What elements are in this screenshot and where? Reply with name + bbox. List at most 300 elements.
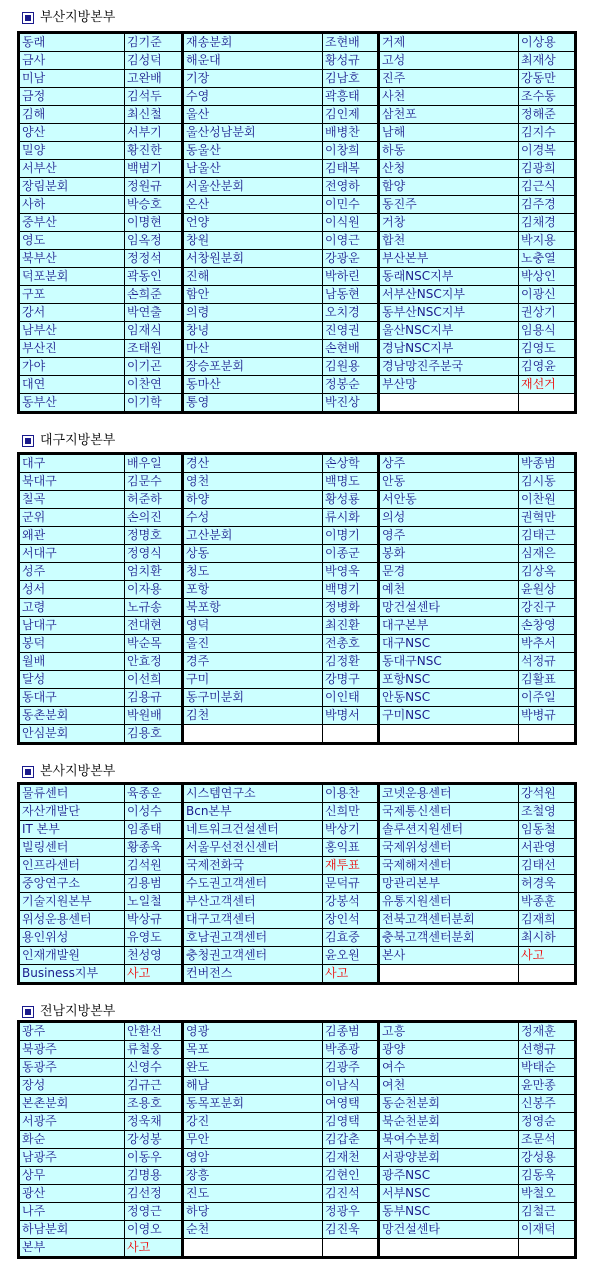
table-row	[19, 581, 576, 599]
branch-name-cell: 무안	[183, 1131, 323, 1149]
table-row	[19, 893, 576, 911]
branch-name-cell: 남해	[379, 124, 519, 142]
branch-name-cell: 창원	[183, 232, 323, 250]
representative-cell: 이상용	[519, 33, 576, 52]
table-row	[19, 875, 576, 893]
branch-name-cell: 수도권고객센터	[183, 875, 323, 893]
representative-cell: 김태복	[323, 160, 379, 178]
section-title-text: 부산지방본부	[40, 10, 116, 25]
branch-name-cell: 진주	[379, 70, 519, 88]
branch-name-cell: 동부NSC	[379, 1203, 519, 1221]
representative-cell: 문덕규	[323, 875, 379, 893]
representative-cell: 이선희	[125, 671, 183, 689]
representative-cell: 김태선	[519, 857, 576, 875]
branch-name-cell: 용인위성	[19, 929, 125, 947]
representative-cell: 정정석	[125, 250, 183, 268]
branch-name-cell	[379, 1239, 519, 1258]
branch-name-cell: 산청	[379, 160, 519, 178]
table-row	[19, 563, 576, 581]
representative-cell: 신봉주	[519, 1095, 576, 1113]
table-row	[19, 340, 576, 358]
representative-cell: 이재덕	[519, 1221, 576, 1239]
representative-cell: 권혁만	[519, 509, 576, 527]
branch-name-cell: 광양	[379, 1041, 519, 1059]
table-row	[19, 454, 576, 473]
representative-cell: 이식원	[323, 214, 379, 232]
representative-cell: 임용식	[519, 322, 576, 340]
branch-name-cell: 호남권고객센터	[183, 929, 323, 947]
representative-cell: 고완배	[125, 70, 183, 88]
branch-name-cell: IT 본부	[19, 821, 125, 839]
representative-cell: 황종욱	[125, 839, 183, 857]
representative-cell: 정병화	[323, 599, 379, 617]
table-row	[19, 142, 576, 160]
branch-name-cell: 하남분회	[19, 1221, 125, 1239]
representative-cell: 박추서	[519, 635, 576, 653]
branch-name-cell: 영덕	[183, 617, 323, 635]
branch-name-cell: 광산	[19, 1185, 125, 1203]
representative-cell: 조철영	[519, 803, 576, 821]
representative-cell: 김용범	[125, 875, 183, 893]
representative-cell: 김석두	[125, 88, 183, 106]
table-row	[19, 527, 576, 545]
representative-cell: 강봉석	[323, 893, 379, 911]
branch-name-cell: 합천	[379, 232, 519, 250]
table-row	[19, 196, 576, 214]
branch-name-cell: 동대구NSC	[379, 653, 519, 671]
branch-name-cell: 북순천분회	[379, 1113, 519, 1131]
table-row	[19, 250, 576, 268]
branch-name-cell: 거제	[379, 33, 519, 52]
table-row	[19, 784, 576, 803]
branch-name-cell: 강서	[19, 304, 125, 322]
representative-cell: 박병규	[519, 707, 576, 725]
representative-cell: 김석원	[125, 857, 183, 875]
branch-name-cell: 컨버전스	[183, 965, 323, 984]
representative-cell: 정재훈	[519, 1022, 576, 1041]
branch-name-cell: 언양	[183, 214, 323, 232]
representative-cell: 이인태	[323, 689, 379, 707]
branch-name-cell: 강진	[183, 1113, 323, 1131]
representative-cell: 임종태	[125, 821, 183, 839]
branch-name-cell	[379, 394, 519, 413]
table-row	[19, 1131, 576, 1149]
representative-cell: 조수동	[519, 88, 576, 106]
branch-name-cell: Business지부	[19, 965, 125, 984]
representative-cell: 최재상	[519, 52, 576, 70]
representative-cell: 신희만	[323, 803, 379, 821]
representative-cell: 손상학	[323, 454, 379, 473]
representative-cell: 전총호	[323, 635, 379, 653]
branch-name-cell: 충청권고객센터	[183, 947, 323, 965]
representative-cell: 박명서	[323, 707, 379, 725]
table-row	[19, 725, 576, 744]
representative-cell: 곽흥태	[323, 88, 379, 106]
table-row	[19, 491, 576, 509]
branch-name-cell: 월배	[19, 653, 125, 671]
table-row	[19, 106, 576, 124]
branch-name-cell: 북여수분회	[379, 1131, 519, 1149]
representative-cell: 류시화	[323, 509, 379, 527]
representative-cell: 이용찬	[323, 784, 379, 803]
representative-cell: 석정규	[519, 653, 576, 671]
representative-cell: 박진상	[323, 394, 379, 413]
representative-cell: 백범기	[125, 160, 183, 178]
representative-cell: 김효중	[323, 929, 379, 947]
representative-cell: 강광운	[323, 250, 379, 268]
branch-name-cell: 고산분회	[183, 527, 323, 545]
branch-name-cell: 대구NSC	[379, 635, 519, 653]
representative-cell: 유영도	[125, 929, 183, 947]
branch-name-cell: 북대구	[19, 473, 125, 491]
table-row	[19, 358, 576, 376]
square-bullet-icon	[22, 435, 34, 447]
table-row	[19, 803, 576, 821]
representative-cell: 여영택	[323, 1095, 379, 1113]
representative-cell: 곽동인	[125, 268, 183, 286]
table-row	[19, 214, 576, 232]
branch-name-cell: 국제위성센터	[379, 839, 519, 857]
representative-cell: 김동욱	[519, 1167, 576, 1185]
representative-cell: 허준하	[125, 491, 183, 509]
branch-name-cell: 경주	[183, 653, 323, 671]
table-row	[19, 160, 576, 178]
branch-name-cell: 하양	[183, 491, 323, 509]
branch-name-cell: 충북고객센터분회	[379, 929, 519, 947]
branch-name-cell: 밀양	[19, 142, 125, 160]
table-row	[19, 1221, 576, 1239]
branch-name-cell: 북부산	[19, 250, 125, 268]
branch-name-cell: 양산	[19, 124, 125, 142]
representative-cell: 이경복	[519, 142, 576, 160]
representative-cell: 김갑춘	[323, 1131, 379, 1149]
representative-cell: 박태순	[519, 1059, 576, 1077]
section-title	[22, 1003, 115, 1021]
representative-cell: 조태원	[125, 340, 183, 358]
representative-cell: 박종광	[323, 1041, 379, 1059]
branch-name-cell: 서광주	[19, 1113, 125, 1131]
table-row	[19, 1203, 576, 1221]
representative-cell: 박지용	[519, 232, 576, 250]
branch-name-cell: 포항NSC	[379, 671, 519, 689]
representative-cell: 심재은	[519, 545, 576, 563]
branch-name-cell: 순천	[183, 1221, 323, 1239]
branch-name-cell: 고흥	[379, 1022, 519, 1041]
branch-name-cell: 남부산	[19, 322, 125, 340]
branch-name-cell: 울산	[183, 106, 323, 124]
representative-cell: 정명호	[125, 527, 183, 545]
representative-cell: 안효정	[125, 653, 183, 671]
branch-name-cell: 인프라센터	[19, 857, 125, 875]
table-row	[19, 545, 576, 563]
representative-cell: 이동우	[125, 1149, 183, 1167]
branch-name-cell: 구미	[183, 671, 323, 689]
branch-name-cell: 봉덕	[19, 635, 125, 653]
branch-name-cell: 거창	[379, 214, 519, 232]
representative-cell: 재투표	[323, 857, 379, 875]
branch-name-cell: Bcn본부	[183, 803, 323, 821]
representative-cell: 김종범	[323, 1022, 379, 1041]
representative-cell: 정광우	[323, 1203, 379, 1221]
table-row	[19, 304, 576, 322]
branch-name-cell: 성서	[19, 581, 125, 599]
branch-name-cell: 북포항	[183, 599, 323, 617]
representative-cell: 임재식	[125, 322, 183, 340]
branch-name-cell: 덕포분회	[19, 268, 125, 286]
representative-cell: 윤원상	[519, 581, 576, 599]
representative-cell: 박원배	[125, 707, 183, 725]
table-row	[19, 857, 576, 875]
representative-cell: 허경욱	[519, 875, 576, 893]
representative-cell: 손의진	[125, 509, 183, 527]
branch-name-cell: 동구미분회	[183, 689, 323, 707]
representative-cell: 천성영	[125, 947, 183, 965]
branch-name-cell: 울산NSC지부	[379, 322, 519, 340]
table-row	[19, 268, 576, 286]
branch-name-cell: 남광주	[19, 1149, 125, 1167]
representative-cell: 김용규	[125, 689, 183, 707]
branch-name-cell: 해남	[183, 1077, 323, 1095]
representative-cell: 이영근	[323, 232, 379, 250]
branch-name-cell: 김천	[183, 707, 323, 725]
branch-name-cell: 여천	[379, 1077, 519, 1095]
roster-table	[17, 31, 577, 414]
branch-name-cell: 진해	[183, 268, 323, 286]
branch-name-cell: 물류센터	[19, 784, 125, 803]
branch-name-cell: 완도	[183, 1059, 323, 1077]
branch-name-cell: 고성	[379, 52, 519, 70]
table-row	[19, 1113, 576, 1131]
representative-cell: 김광희	[519, 160, 576, 178]
representative-cell: 김인제	[323, 106, 379, 124]
representative-cell: 김시동	[519, 473, 576, 491]
representative-cell: 진영권	[323, 322, 379, 340]
section-title-text: 전남지방본부	[40, 1004, 116, 1019]
branch-name-cell: 창녕	[183, 322, 323, 340]
branch-name-cell	[379, 725, 519, 744]
branch-name-cell: 광주	[19, 1022, 125, 1041]
branch-name-cell: 동광주	[19, 1059, 125, 1077]
branch-name-cell: 네트워크건설센터	[183, 821, 323, 839]
table-row	[19, 52, 576, 70]
representative-cell	[519, 965, 576, 984]
branch-name-cell: 수성	[183, 509, 323, 527]
representative-cell: 최시하	[519, 929, 576, 947]
branch-name-cell: 금정	[19, 88, 125, 106]
branch-name-cell: 통영	[183, 394, 323, 413]
representative-cell: 김영택	[323, 1113, 379, 1131]
representative-cell: 박승호	[125, 196, 183, 214]
representative-cell: 김성덕	[125, 52, 183, 70]
representative-cell: 김기준	[125, 33, 183, 52]
branch-name-cell: 동마산	[183, 376, 323, 394]
branch-name-cell: 망건설센타	[379, 1221, 519, 1239]
branch-name-cell: 칠곡	[19, 491, 125, 509]
branch-name-cell: 서부산NSC지부	[379, 286, 519, 304]
table-row	[19, 821, 576, 839]
branch-name-cell: 서부NSC	[379, 1185, 519, 1203]
branch-name-cell: 문경	[379, 563, 519, 581]
branch-name-cell: 영주	[379, 527, 519, 545]
branch-name-cell: 동울산	[183, 142, 323, 160]
branch-name-cell: 본촌분회	[19, 1095, 125, 1113]
branch-name-cell	[183, 725, 323, 744]
branch-name-cell: 사천	[379, 88, 519, 106]
branch-name-cell: 안동NSC	[379, 689, 519, 707]
branch-name-cell: 본사	[379, 947, 519, 965]
branch-name-cell: 함양	[379, 178, 519, 196]
branch-name-cell: 자산개발단	[19, 803, 125, 821]
branch-name-cell: 국제해저센터	[379, 857, 519, 875]
representative-cell: 홍익표	[323, 839, 379, 857]
branch-name-cell: 동래NSC지부	[379, 268, 519, 286]
representative-cell: 김진욱	[323, 1221, 379, 1239]
branch-name-cell: 동진주	[379, 196, 519, 214]
representative-cell: 박철오	[519, 1185, 576, 1203]
branch-name-cell: 대연	[19, 376, 125, 394]
representative-cell: 이남식	[323, 1077, 379, 1095]
branch-name-cell: 코넷운용센터	[379, 784, 519, 803]
table-row	[19, 911, 576, 929]
branch-name-cell: 구포	[19, 286, 125, 304]
branch-name-cell: 대구	[19, 454, 125, 473]
branch-name-cell	[183, 1239, 323, 1258]
representative-cell: 권상기	[519, 304, 576, 322]
representative-cell: 김남호	[323, 70, 379, 88]
representative-cell: 김문수	[125, 473, 183, 491]
branch-name-cell: 동순천분회	[379, 1095, 519, 1113]
roster-table	[17, 1020, 577, 1259]
roster-table	[17, 452, 577, 745]
branch-name-cell: 의성	[379, 509, 519, 527]
branch-name-cell: 영암	[183, 1149, 323, 1167]
table-row	[19, 232, 576, 250]
representative-cell: 임동철	[519, 821, 576, 839]
table-row	[19, 88, 576, 106]
branch-name-cell: 부산고객센터	[183, 893, 323, 911]
representative-cell: 노일철	[125, 893, 183, 911]
representative-cell: 이자용	[125, 581, 183, 599]
representative-cell: 박하린	[323, 268, 379, 286]
table-row	[19, 286, 576, 304]
square-bullet-icon	[22, 766, 34, 778]
square-bullet-icon	[22, 1006, 34, 1018]
representative-cell: 김활표	[519, 671, 576, 689]
branch-name-cell: 동부산	[19, 394, 125, 413]
table-row	[19, 839, 576, 857]
representative-cell: 이영오	[125, 1221, 183, 1239]
branch-name-cell: 영천	[183, 473, 323, 491]
representative-cell: 이민수	[323, 196, 379, 214]
branch-name-cell: 부산본부	[379, 250, 519, 268]
representative-cell: 김선정	[125, 1185, 183, 1203]
branch-name-cell: 기술지원본부	[19, 893, 125, 911]
representative-cell: 김진석	[323, 1185, 379, 1203]
representative-cell: 육종운	[125, 784, 183, 803]
representative-cell: 배우일	[125, 454, 183, 473]
representative-cell: 김지수	[519, 124, 576, 142]
branch-name-cell: 예천	[379, 581, 519, 599]
representative-cell: 최신철	[125, 106, 183, 124]
representative-cell: 박순목	[125, 635, 183, 653]
table-row	[19, 1077, 576, 1095]
representative-cell: 사고	[125, 965, 183, 984]
table-row	[19, 965, 576, 984]
branch-name-cell: 대구고객센터	[183, 911, 323, 929]
representative-cell: 황성룡	[323, 491, 379, 509]
representative-cell: 남동현	[323, 286, 379, 304]
representative-cell: 이종군	[323, 545, 379, 563]
representative-cell: 김주경	[519, 196, 576, 214]
representative-cell: 박상규	[125, 911, 183, 929]
representative-cell: 강성용	[519, 1149, 576, 1167]
table-row	[19, 1041, 576, 1059]
representative-cell: 노규송	[125, 599, 183, 617]
table-row	[19, 599, 576, 617]
representative-cell: 이명현	[125, 214, 183, 232]
table-row	[19, 124, 576, 142]
representative-cell: 이창희	[323, 142, 379, 160]
branch-name-cell: 광주NSC	[379, 1167, 519, 1185]
branch-name-cell: 영광	[183, 1022, 323, 1041]
branch-name-cell: 사하	[19, 196, 125, 214]
branch-name-cell: 빌링센터	[19, 839, 125, 857]
representative-cell: 윤만종	[519, 1077, 576, 1095]
table-row	[19, 1149, 576, 1167]
branch-name-cell: 북광주	[19, 1041, 125, 1059]
representative-cell: 조용호	[125, 1095, 183, 1113]
representative-cell: 김철근	[519, 1203, 576, 1221]
branch-name-cell: 동부산NSC지부	[379, 304, 519, 322]
branch-name-cell: 경남NSC지부	[379, 340, 519, 358]
branch-name-cell: 인재개발원	[19, 947, 125, 965]
table-row	[19, 1185, 576, 1203]
branch-name-cell: 여수	[379, 1059, 519, 1077]
representative-cell: 이주일	[519, 689, 576, 707]
representative-cell	[323, 725, 379, 744]
representative-cell: 정영순	[519, 1113, 576, 1131]
representative-cell: 이명기	[323, 527, 379, 545]
representative-cell: 이찬연	[125, 376, 183, 394]
branch-name-cell: 삼천포	[379, 106, 519, 124]
table-row	[19, 509, 576, 527]
branch-name-cell: 하당	[183, 1203, 323, 1221]
representative-cell: 강성봉	[125, 1131, 183, 1149]
branch-name-cell: 군위	[19, 509, 125, 527]
branch-name-cell: 포항	[183, 581, 323, 599]
branch-name-cell: 전북고객센터분회	[379, 911, 519, 929]
table-row	[19, 376, 576, 394]
branch-name-cell: 중앙연구소	[19, 875, 125, 893]
table-row	[19, 178, 576, 196]
representative-cell: 이기학	[125, 394, 183, 413]
representative-cell: 황성규	[323, 52, 379, 70]
branch-name-cell: 장성	[19, 1077, 125, 1095]
representative-cell: 김영도	[519, 340, 576, 358]
branch-name-cell: 청도	[183, 563, 323, 581]
branch-name-cell: 유통지원센터	[379, 893, 519, 911]
representative-cell: 서부기	[125, 124, 183, 142]
branch-name-cell: 기장	[183, 70, 323, 88]
representative-cell: 김재천	[323, 1149, 379, 1167]
square-bullet-icon	[22, 12, 34, 24]
branch-name-cell: 망관리본부	[379, 875, 519, 893]
representative-cell: 황진한	[125, 142, 183, 160]
representative-cell: 배병찬	[323, 124, 379, 142]
branch-name-cell: 서안동	[379, 491, 519, 509]
branch-name-cell: 상무	[19, 1167, 125, 1185]
branch-name-cell: 동촌분회	[19, 707, 125, 725]
